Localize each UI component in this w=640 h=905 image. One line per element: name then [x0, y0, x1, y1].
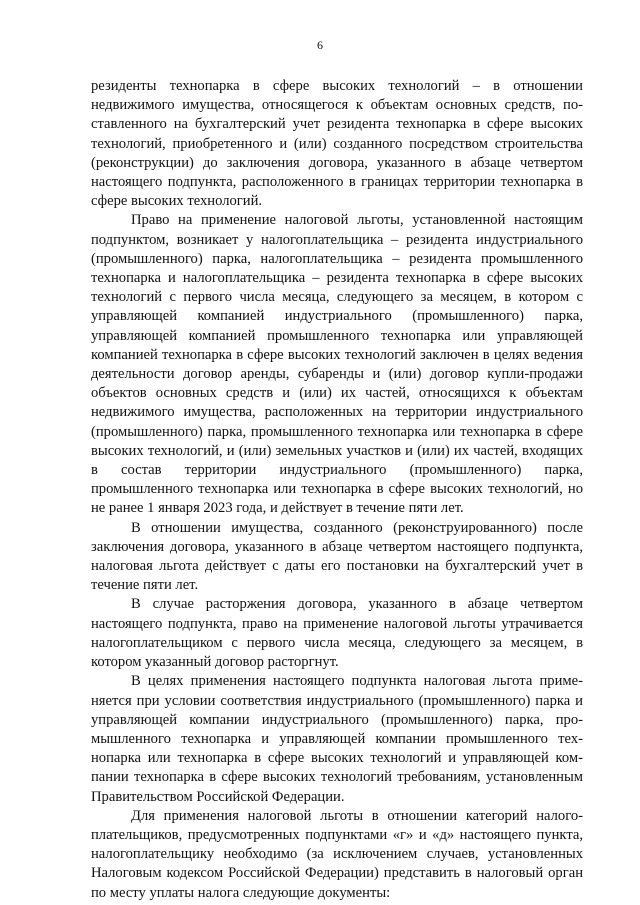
- page-number: 6: [317, 38, 323, 52]
- paragraph-conditions: В целях применения настоящего подпункта налоговая льгота применяется при условии соответствия индустриального (промышленного) парка и управляющей компании индустриального (промышленного) парка, промышленного технопарка и управляющей компании промышленного технопарка или технопарка в сфере высоких технологий и управляющей компании технопарка в сфере высоких технологий требованиям, установленным Правительством Российской Федерации.: [91, 673, 583, 805]
- paragraph-documents-required: Для применения налоговой льготы в отношении категорий налогоплательщиков, предусмотренных подпунктами «г» и «д» настоящего пункта, налогоплательщику необходимо (за исключением случаев, установленных Налоговым кодексом Российской Федерации) представить в налоговый орган по месту уплаты налога следующие документы:: [91, 807, 583, 901]
- paragraph-right-emergence: Право на применение налоговой льготы, установленной настоящим подпунктом, возникает у налогоплательщика – резидента индустриального (промышленного) парка, налогоплательщика – резидента промышленного технопарка и налогоплательщика – резидента технопарка в сфере высоких технологий с первого числа месяца, следующего за месяцем, в котором с управляющей компанией индустриального (промышленного) парка, управляющей компанией промышленного технопарка или управляющей компанией технопарка в сфере высоких технологий заключен в целях ведения деятельности договор аренды, субаренды и (или) договор купли-продажи объектов основных средств и (или) их частей, относящихся к объектам недвижимого имущества, расположенных на территории индустриального (промышленного) парка, промышленного технопарка или технопарка в сфере высоких технологий, и (или) земельных участков и (или) их частей, входящих в состав территории индустриального (промышленного) парка, промышленного технопарка или технопарка в сфере высоких технологий, но не ранее 1 января 2023 года, и действует в течение пяти лет.: [91, 212, 583, 517]
- paragraph-created-property: В отношении имущества, созданного (реконструированного) после заключения договора, указанного в абзаце четвертом настоящего подпункта, налоговая льгота действует с даты его постановки на бухгалтерский учет в течение пяти лет.: [91, 519, 583, 594]
- paragraph-continuation: резиденты технопарка в сфере высоких технологий – в отношении недвижимого имущества, относящегося к объектам основных средств, поставленного на бухгалтерский учет резидента технопарка в сфере высоких технологий, приобретенного и (или) созданного посредством строительства (реконструкции) до заключения договора, указанного в абзаце четвертом настоящего подпункта, расположенного в границах территории технопарка в сфере высоких технологий.: [91, 78, 583, 210]
- document-body: [91, 77, 583, 903]
- paragraph-contract-termination: В случае расторжения договора, указанного в абзаце четвертом настоящего подпункта, право на применение налоговой льготы утрачивается налогоплательщиком с первого числа месяца, следующего за месяцем, в котором указанный договор расторгнут.: [91, 596, 583, 671]
